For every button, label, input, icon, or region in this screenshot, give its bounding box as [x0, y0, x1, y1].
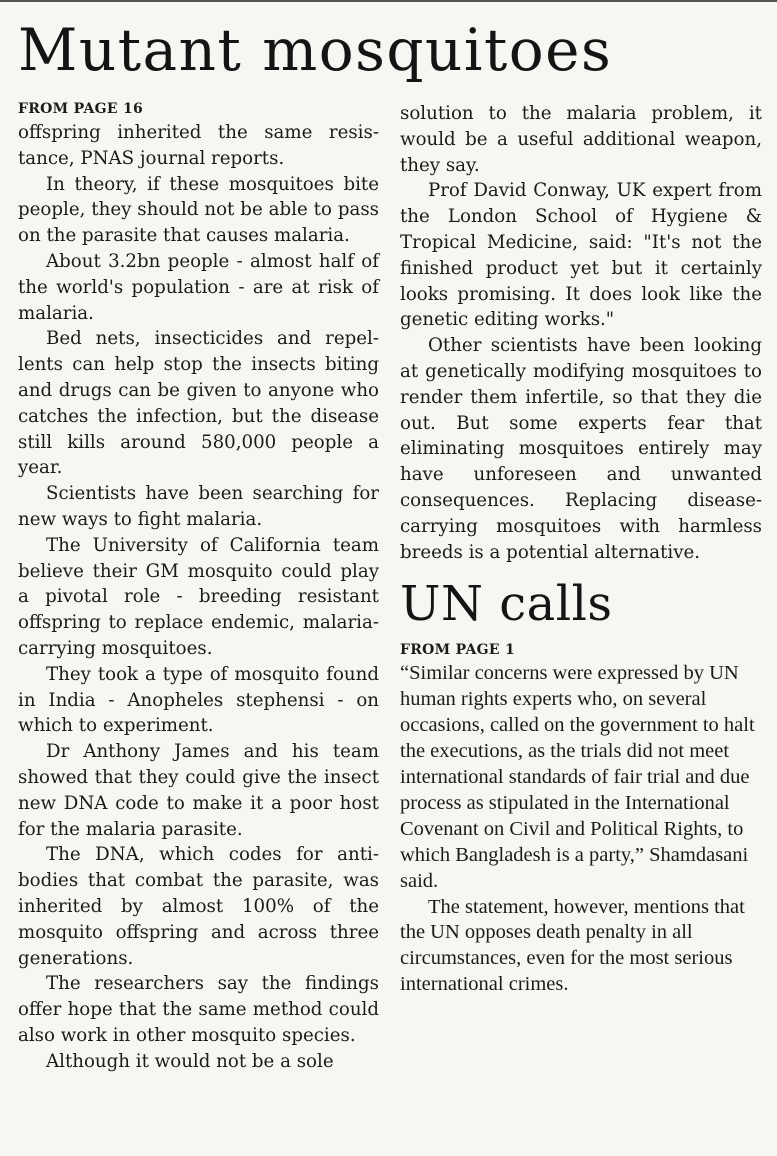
- article-title: Mutant mosquitoes: [18, 16, 613, 84]
- second-article-title: UN calls: [400, 576, 613, 633]
- article-paragraph: Bed nets, insecticides and repellents can help stop the insects biting and drugs can be given to anyone who catches the infection, but the disease still kills around 580,000 people a year.: [18, 328, 379, 479]
- from-page-kicker: FROM PAGE 16: [18, 101, 144, 117]
- article-paragraph: Scientists have been searching for new ways to fight malaria.: [18, 483, 379, 530]
- article-paragraph: Dr Anthony James and his team showed that they could give the insect new DNA code to make it a poor host for the malaria parasite.: [18, 741, 379, 840]
- right-column-body: [400, 101, 762, 565]
- article-paragraph: Although it would not be a sole: [46, 1050, 334, 1072]
- article-paragraph: solution to the malaria problem, it would be a useful additional weapon, they say.: [400, 103, 762, 176]
- article-paragraph: offspring inherited the same resistance, PNAS journal reports.: [18, 122, 379, 169]
- right-column: [400, 101, 762, 998]
- left-column-body: [18, 120, 379, 1074]
- article-paragraph: They took a type of mosquito found in India - Anopheles stephensi - on which to experiment.: [18, 663, 379, 737]
- article-paragraph: In theory, if these mosquitoes bite people, they should not be able to pass on the parasite that causes malaria.: [18, 173, 379, 247]
- article-paragraph: The University of California team believe their GM mosquito could play a pivotal role - breeding resistant offspring to replace endemic, malaria-carrying mosquitoes.: [18, 534, 379, 659]
- second-article-body: [400, 661, 762, 998]
- top-rule: [0, 0, 777, 2]
- article-paragraph: The statement, however, mentions that the UN opposes death penalty in all circumstances, even for the most serious international crimes.: [400, 895, 745, 996]
- second-from-page-kicker: FROM PAGE 1: [400, 642, 516, 659]
- article-paragraph: Prof David Conway, UK expert from the London School of Hygiene & Tropical Medicine, said: "It's not the finished product yet but it certainly looks promising. It does look like the genetic editing works.": [400, 180, 762, 331]
- article-paragraph: The DNA, which codes for antibodies that combat the parasite, was inherited by almost 100% of the mosquito offspring and across three generations.: [18, 844, 379, 969]
- article-paragraph: “Similar concerns were expressed by UN human rights experts who, on several occasions, called on the government to halt the executions, as the trials did not meet international standards of fair trial and due process as stipulated in the International Covenant on Civil and Political Rights, to which Bangladesh is a party,” Shamdasani said.: [400, 662, 755, 892]
- article-paragraph: Other scientists have been looking at genetically modifying mosquitoes to render them infertile, so that they die out. But some experts fear that eliminating mosquitoes entirely may have unforeseen and unwanted consequences. Replacing disease-carrying mosquitoes with harmless breeds is a potential alternative.: [400, 335, 762, 563]
- article-paragraph: The researchers say the findings offer hope that the same method could also work in other mosquito species.: [18, 973, 379, 1046]
- article-paragraph: About 3.2bn people - almost half of the world's population - are at risk of malaria.: [18, 250, 379, 324]
- left-column: [18, 98, 379, 1074]
